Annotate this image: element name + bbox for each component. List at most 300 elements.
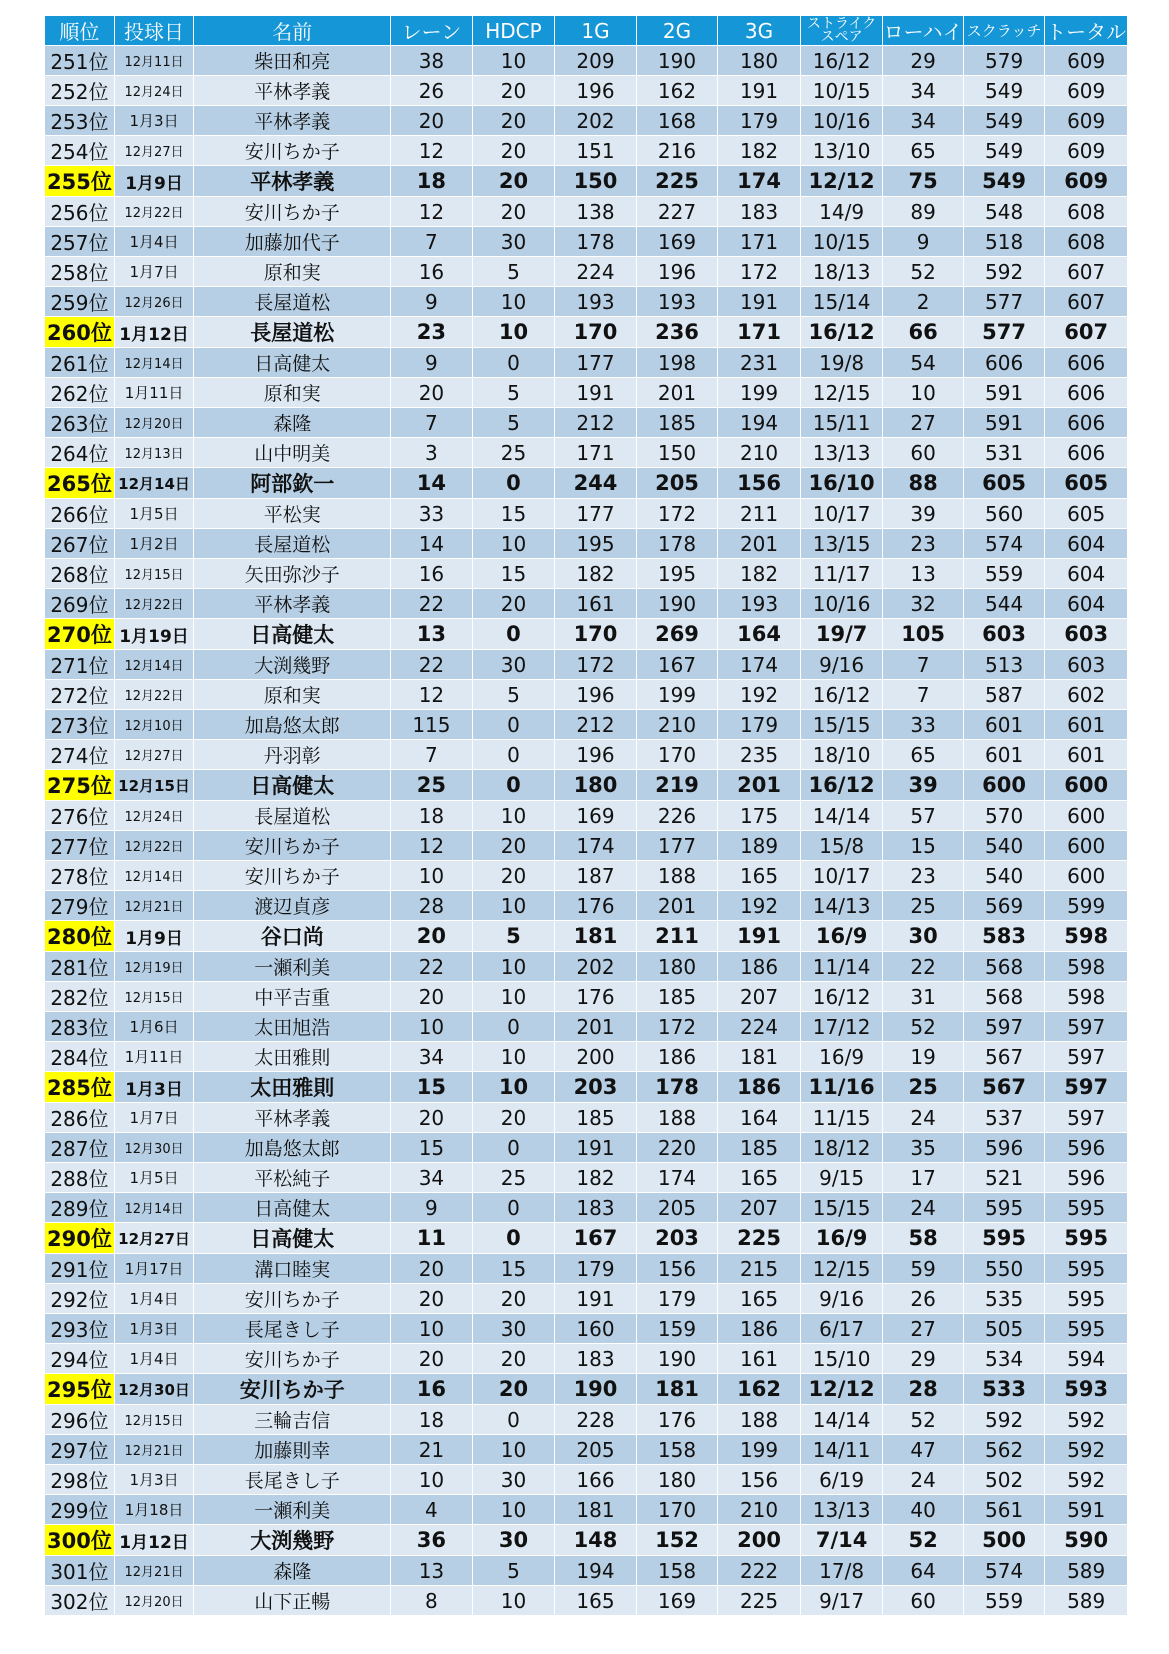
cell-hdcp: 0 bbox=[472, 740, 555, 770]
cell-total: 609 bbox=[1045, 76, 1128, 106]
cell-rank: 290位 bbox=[45, 1223, 115, 1254]
cell-game3: 179 bbox=[718, 710, 801, 740]
cell-date: 12月15日 bbox=[114, 1405, 193, 1435]
cell-game2: 174 bbox=[636, 1163, 718, 1193]
cell-game1: 150 bbox=[555, 166, 637, 197]
cell-total: 601 bbox=[1045, 740, 1128, 770]
cell-strike-spare: 16/9 bbox=[800, 1042, 883, 1072]
cell-name: 日高健太 bbox=[194, 770, 391, 801]
cell-game3: 193 bbox=[718, 589, 801, 619]
cell-game2: 185 bbox=[636, 408, 718, 438]
cell-scratch: 600 bbox=[963, 770, 1045, 801]
cell-date: 1月4日 bbox=[114, 227, 193, 257]
cell-game3: 186 bbox=[718, 952, 801, 982]
cell-hdcp: 10 bbox=[472, 1435, 555, 1465]
cell-game1: 196 bbox=[555, 76, 637, 106]
cell-game1: 151 bbox=[555, 136, 637, 166]
cell-game1: 228 bbox=[555, 1405, 637, 1435]
cell-low-high: 15 bbox=[883, 831, 963, 861]
cell-lane: 20 bbox=[391, 1103, 473, 1133]
cell-lane: 15 bbox=[391, 1133, 473, 1163]
cell-low-high: 52 bbox=[883, 1525, 963, 1556]
cell-scratch: 596 bbox=[963, 1133, 1045, 1163]
cell-low-high: 7 bbox=[883, 650, 963, 680]
cell-date: 12月14日 bbox=[114, 861, 193, 891]
cell-rank: 276位 bbox=[45, 801, 115, 831]
cell-lane: 4 bbox=[391, 1495, 473, 1525]
cell-game2: 220 bbox=[636, 1133, 718, 1163]
cell-scratch: 606 bbox=[963, 348, 1045, 378]
cell-date: 1月3日 bbox=[114, 1314, 193, 1344]
cell-game2: 177 bbox=[636, 831, 718, 861]
table-row bbox=[45, 1435, 1128, 1465]
cell-name: 加藤則幸 bbox=[194, 1435, 391, 1465]
table-row bbox=[45, 227, 1128, 257]
cell-name: 三輪吉信 bbox=[194, 1405, 391, 1435]
cell-game3: 222 bbox=[718, 1556, 801, 1586]
table-row bbox=[45, 378, 1128, 408]
cell-rank: 300位 bbox=[45, 1525, 115, 1556]
cell-game2: 227 bbox=[636, 197, 718, 227]
header-scratch: スクラッチ bbox=[963, 16, 1045, 46]
cell-strike-spare: 11/15 bbox=[800, 1103, 883, 1133]
cell-low-high: 28 bbox=[883, 1374, 963, 1405]
cell-total: 600 bbox=[1045, 861, 1128, 891]
cell-lane: 16 bbox=[391, 559, 473, 589]
cell-low-high: 35 bbox=[883, 1133, 963, 1163]
table-row bbox=[45, 257, 1128, 287]
cell-game2: 201 bbox=[636, 378, 718, 408]
cell-total: 593 bbox=[1045, 1374, 1128, 1405]
cell-total: 600 bbox=[1045, 831, 1128, 861]
cell-date: 12月14日 bbox=[114, 468, 193, 499]
cell-hdcp: 0 bbox=[472, 1133, 555, 1163]
cell-total: 603 bbox=[1045, 619, 1128, 650]
cell-strike-spare: 11/16 bbox=[800, 1072, 883, 1103]
cell-rank: 251位 bbox=[45, 46, 115, 76]
cell-total: 605 bbox=[1045, 499, 1128, 529]
cell-rank: 291位 bbox=[45, 1254, 115, 1284]
table-row bbox=[45, 1556, 1128, 1586]
cell-hdcp: 5 bbox=[472, 1556, 555, 1586]
cell-name: 柴田和亮 bbox=[194, 46, 391, 76]
cell-game3: 183 bbox=[718, 197, 801, 227]
cell-low-high: 39 bbox=[883, 499, 963, 529]
cell-total: 602 bbox=[1045, 680, 1128, 710]
cell-lane: 22 bbox=[391, 650, 473, 680]
cell-rank: 253位 bbox=[45, 106, 115, 136]
cell-date: 12月19日 bbox=[114, 952, 193, 982]
cell-hdcp: 0 bbox=[472, 619, 555, 650]
cell-game1: 161 bbox=[555, 589, 637, 619]
cell-date: 1月3日 bbox=[114, 1072, 193, 1103]
cell-date: 12月24日 bbox=[114, 76, 193, 106]
cell-scratch: 597 bbox=[963, 1012, 1045, 1042]
cell-hdcp: 0 bbox=[472, 1193, 555, 1223]
cell-name: 日高健太 bbox=[194, 1223, 391, 1254]
cell-game2: 190 bbox=[636, 1344, 718, 1374]
cell-strike-spare: 15/14 bbox=[800, 287, 883, 317]
cell-game1: 167 bbox=[555, 1223, 637, 1254]
cell-hdcp: 10 bbox=[472, 982, 555, 1012]
cell-game1: 176 bbox=[555, 891, 637, 921]
cell-game1: 160 bbox=[555, 1314, 637, 1344]
cell-strike-spare: 16/9 bbox=[800, 1223, 883, 1254]
cell-game1: 244 bbox=[555, 468, 637, 499]
cell-game1: 209 bbox=[555, 46, 637, 76]
cell-total: 597 bbox=[1045, 1042, 1128, 1072]
cell-strike-spare: 16/12 bbox=[800, 46, 883, 76]
cell-rank: 298位 bbox=[45, 1465, 115, 1495]
cell-lane: 23 bbox=[391, 317, 473, 348]
cell-scratch: 544 bbox=[963, 589, 1045, 619]
cell-lane: 13 bbox=[391, 1556, 473, 1586]
cell-game3: 224 bbox=[718, 1012, 801, 1042]
table-row bbox=[45, 1163, 1128, 1193]
cell-game2: 150 bbox=[636, 438, 718, 468]
cell-rank: 252位 bbox=[45, 76, 115, 106]
cell-rank: 277位 bbox=[45, 831, 115, 861]
cell-date: 12月21日 bbox=[114, 1435, 193, 1465]
table-row bbox=[45, 106, 1128, 136]
cell-strike-spare: 16/12 bbox=[800, 317, 883, 348]
cell-scratch: 540 bbox=[963, 861, 1045, 891]
cell-game3: 200 bbox=[718, 1525, 801, 1556]
cell-game2: 188 bbox=[636, 861, 718, 891]
cell-total: 605 bbox=[1045, 468, 1128, 499]
cell-game3: 215 bbox=[718, 1254, 801, 1284]
cell-scratch: 601 bbox=[963, 710, 1045, 740]
cell-total: 596 bbox=[1045, 1163, 1128, 1193]
cell-lane: 20 bbox=[391, 921, 473, 952]
cell-scratch: 595 bbox=[963, 1193, 1045, 1223]
cell-game1: 196 bbox=[555, 680, 637, 710]
cell-total: 604 bbox=[1045, 559, 1128, 589]
cell-hdcp: 10 bbox=[472, 1072, 555, 1103]
cell-rank: 268位 bbox=[45, 559, 115, 589]
cell-hdcp: 10 bbox=[472, 1495, 555, 1525]
cell-total: 596 bbox=[1045, 1133, 1128, 1163]
cell-game2: 178 bbox=[636, 529, 718, 559]
cell-game3: 189 bbox=[718, 831, 801, 861]
cell-rank: 260位 bbox=[45, 317, 115, 348]
header-lane: レーン bbox=[391, 16, 473, 46]
cell-lane: 22 bbox=[391, 952, 473, 982]
cell-lane: 20 bbox=[391, 106, 473, 136]
cell-game2: 170 bbox=[636, 740, 718, 770]
cell-game1: 172 bbox=[555, 650, 637, 680]
cell-game3: 174 bbox=[718, 166, 801, 197]
cell-date: 12月10日 bbox=[114, 710, 193, 740]
cell-name: 安川ちか子 bbox=[194, 1344, 391, 1374]
cell-lane: 21 bbox=[391, 1435, 473, 1465]
cell-rank: 297位 bbox=[45, 1435, 115, 1465]
cell-date: 12月15日 bbox=[114, 982, 193, 1012]
cell-date: 12月30日 bbox=[114, 1374, 193, 1405]
cell-rank: 289位 bbox=[45, 1193, 115, 1223]
cell-game2: 198 bbox=[636, 348, 718, 378]
cell-game2: 180 bbox=[636, 1465, 718, 1495]
cell-date: 12月14日 bbox=[114, 650, 193, 680]
cell-scratch: 592 bbox=[963, 257, 1045, 287]
cell-game2: 203 bbox=[636, 1223, 718, 1254]
cell-game2: 226 bbox=[636, 801, 718, 831]
cell-total: 598 bbox=[1045, 952, 1128, 982]
cell-scratch: 535 bbox=[963, 1284, 1045, 1314]
cell-total: 609 bbox=[1045, 136, 1128, 166]
cell-hdcp: 5 bbox=[472, 921, 555, 952]
cell-total: 589 bbox=[1045, 1586, 1128, 1616]
cell-lane: 18 bbox=[391, 1405, 473, 1435]
cell-total: 606 bbox=[1045, 378, 1128, 408]
cell-strike-spare: 9/15 bbox=[800, 1163, 883, 1193]
cell-total: 595 bbox=[1045, 1193, 1128, 1223]
cell-rank: 263位 bbox=[45, 408, 115, 438]
cell-game1: 177 bbox=[555, 348, 637, 378]
cell-low-high: 105 bbox=[883, 619, 963, 650]
cell-strike-spare: 14/14 bbox=[800, 1405, 883, 1435]
cell-game1: 202 bbox=[555, 106, 637, 136]
cell-scratch: 595 bbox=[963, 1223, 1045, 1254]
cell-game1: 179 bbox=[555, 1254, 637, 1284]
table-row bbox=[45, 1133, 1128, 1163]
cell-strike-spare: 14/14 bbox=[800, 801, 883, 831]
cell-total: 595 bbox=[1045, 1254, 1128, 1284]
cell-scratch: 548 bbox=[963, 197, 1045, 227]
header-hdcp: HDCP bbox=[472, 16, 555, 46]
cell-hdcp: 10 bbox=[472, 952, 555, 982]
cell-total: 597 bbox=[1045, 1103, 1128, 1133]
cell-hdcp: 5 bbox=[472, 257, 555, 287]
cell-game2: 172 bbox=[636, 499, 718, 529]
cell-hdcp: 10 bbox=[472, 287, 555, 317]
cell-game1: 181 bbox=[555, 921, 637, 952]
table-row bbox=[45, 46, 1128, 76]
cell-rank: 293位 bbox=[45, 1314, 115, 1344]
cell-date: 1月6日 bbox=[114, 1012, 193, 1042]
table-row bbox=[45, 1465, 1128, 1495]
cell-game1: 174 bbox=[555, 831, 637, 861]
cell-date: 12月22日 bbox=[114, 197, 193, 227]
cell-scratch: 583 bbox=[963, 921, 1045, 952]
cell-name: 平林孝義 bbox=[194, 1103, 391, 1133]
cell-lane: 33 bbox=[391, 499, 473, 529]
cell-scratch: 560 bbox=[963, 499, 1045, 529]
cell-game3: 165 bbox=[718, 861, 801, 891]
cell-scratch: 605 bbox=[963, 468, 1045, 499]
cell-lane: 3 bbox=[391, 438, 473, 468]
cell-date: 12月13日 bbox=[114, 438, 193, 468]
cell-hdcp: 20 bbox=[472, 1284, 555, 1314]
table-row bbox=[45, 1254, 1128, 1284]
cell-strike-spare: 12/15 bbox=[800, 1254, 883, 1284]
cell-hdcp: 5 bbox=[472, 408, 555, 438]
cell-name: 日高健太 bbox=[194, 348, 391, 378]
cell-scratch: 577 bbox=[963, 287, 1045, 317]
cell-strike-spare: 14/9 bbox=[800, 197, 883, 227]
cell-low-high: 26 bbox=[883, 1284, 963, 1314]
cell-rank: 257位 bbox=[45, 227, 115, 257]
cell-game3: 211 bbox=[718, 499, 801, 529]
cell-game1: 166 bbox=[555, 1465, 637, 1495]
cell-scratch: 537 bbox=[963, 1103, 1045, 1133]
cell-total: 607 bbox=[1045, 317, 1128, 348]
cell-lane: 38 bbox=[391, 46, 473, 76]
cell-lane: 10 bbox=[391, 1314, 473, 1344]
cell-game2: 158 bbox=[636, 1435, 718, 1465]
cell-game2: 159 bbox=[636, 1314, 718, 1344]
cell-game1: 177 bbox=[555, 499, 637, 529]
table-row bbox=[45, 921, 1128, 952]
table-row bbox=[45, 1223, 1128, 1254]
table-row bbox=[45, 166, 1128, 197]
cell-game1: 200 bbox=[555, 1042, 637, 1072]
cell-low-high: 24 bbox=[883, 1193, 963, 1223]
cell-strike-spare: 10/16 bbox=[800, 589, 883, 619]
ranking-table bbox=[44, 15, 1128, 1616]
cell-hdcp: 0 bbox=[472, 468, 555, 499]
header-rank: 順位 bbox=[45, 16, 115, 46]
cell-game3: 179 bbox=[718, 106, 801, 136]
cell-lane: 12 bbox=[391, 197, 473, 227]
cell-scratch: 567 bbox=[963, 1042, 1045, 1072]
cell-game3: 186 bbox=[718, 1314, 801, 1344]
cell-total: 604 bbox=[1045, 529, 1128, 559]
cell-game3: 231 bbox=[718, 348, 801, 378]
cell-hdcp: 10 bbox=[472, 1586, 555, 1616]
cell-lane: 16 bbox=[391, 1374, 473, 1405]
cell-strike-spare: 10/17 bbox=[800, 861, 883, 891]
cell-total: 592 bbox=[1045, 1465, 1128, 1495]
cell-game1: 138 bbox=[555, 197, 637, 227]
cell-total: 606 bbox=[1045, 408, 1128, 438]
cell-game2: 196 bbox=[636, 257, 718, 287]
cell-scratch: 502 bbox=[963, 1465, 1045, 1495]
cell-hdcp: 20 bbox=[472, 166, 555, 197]
table-row bbox=[45, 589, 1128, 619]
cell-game3: 188 bbox=[718, 1405, 801, 1435]
cell-scratch: 567 bbox=[963, 1072, 1045, 1103]
cell-game3: 171 bbox=[718, 227, 801, 257]
cell-strike-spare: 6/17 bbox=[800, 1314, 883, 1344]
cell-game3: 174 bbox=[718, 650, 801, 680]
cell-date: 12月21日 bbox=[114, 891, 193, 921]
cell-hdcp: 30 bbox=[472, 650, 555, 680]
cell-game3: 191 bbox=[718, 921, 801, 952]
cell-lane: 9 bbox=[391, 348, 473, 378]
cell-scratch: 574 bbox=[963, 1556, 1045, 1586]
cell-rank: 292位 bbox=[45, 1284, 115, 1314]
cell-scratch: 591 bbox=[963, 378, 1045, 408]
cell-low-high: 59 bbox=[883, 1254, 963, 1284]
cell-game3: 171 bbox=[718, 317, 801, 348]
cell-date: 12月15日 bbox=[114, 770, 193, 801]
cell-game3: 192 bbox=[718, 680, 801, 710]
table-row bbox=[45, 1314, 1128, 1344]
cell-name: 太田旭浩 bbox=[194, 1012, 391, 1042]
cell-strike-spare: 6/19 bbox=[800, 1465, 883, 1495]
cell-date: 12月22日 bbox=[114, 831, 193, 861]
table-row bbox=[45, 1103, 1128, 1133]
cell-hdcp: 20 bbox=[472, 831, 555, 861]
cell-game1: 171 bbox=[555, 438, 637, 468]
cell-total: 595 bbox=[1045, 1223, 1128, 1254]
cell-hdcp: 25 bbox=[472, 1163, 555, 1193]
cell-scratch: 534 bbox=[963, 1344, 1045, 1374]
cell-low-high: 17 bbox=[883, 1163, 963, 1193]
cell-name: 日高健太 bbox=[194, 619, 391, 650]
cell-game3: 164 bbox=[718, 1103, 801, 1133]
cell-strike-spare: 13/13 bbox=[800, 438, 883, 468]
header-strike-spare: ストライク スペア bbox=[800, 16, 883, 46]
cell-date: 1月7日 bbox=[114, 257, 193, 287]
cell-lane: 12 bbox=[391, 831, 473, 861]
cell-date: 12月30日 bbox=[114, 1133, 193, 1163]
cell-strike-spare: 10/16 bbox=[800, 106, 883, 136]
cell-scratch: 518 bbox=[963, 227, 1045, 257]
cell-lane: 115 bbox=[391, 710, 473, 740]
cell-strike-spare: 9/16 bbox=[800, 1284, 883, 1314]
cell-rank: 283位 bbox=[45, 1012, 115, 1042]
cell-game3: 180 bbox=[718, 46, 801, 76]
cell-game2: 162 bbox=[636, 76, 718, 106]
cell-low-high: 27 bbox=[883, 1314, 963, 1344]
table-row bbox=[45, 1344, 1128, 1374]
cell-date: 12月20日 bbox=[114, 408, 193, 438]
table-header bbox=[45, 16, 1128, 46]
cell-strike-spare: 12/15 bbox=[800, 378, 883, 408]
cell-lane: 9 bbox=[391, 287, 473, 317]
cell-rank: 255位 bbox=[45, 166, 115, 197]
cell-game2: 201 bbox=[636, 891, 718, 921]
cell-date: 1月11日 bbox=[114, 1042, 193, 1072]
cell-date: 1月4日 bbox=[114, 1344, 193, 1374]
cell-name: 太田雅則 bbox=[194, 1042, 391, 1072]
cell-game2: 168 bbox=[636, 106, 718, 136]
cell-name: 安川ちか子 bbox=[194, 136, 391, 166]
cell-game2: 176 bbox=[636, 1405, 718, 1435]
table-row bbox=[45, 831, 1128, 861]
cell-name: 溝口睦実 bbox=[194, 1254, 391, 1284]
cell-lane: 9 bbox=[391, 1193, 473, 1223]
cell-name: 平林孝義 bbox=[194, 106, 391, 136]
cell-low-high: 23 bbox=[883, 861, 963, 891]
cell-game3: 207 bbox=[718, 982, 801, 1012]
cell-lane: 10 bbox=[391, 861, 473, 891]
cell-rank: 261位 bbox=[45, 348, 115, 378]
cell-name: 渡辺貞彦 bbox=[194, 891, 391, 921]
table-row bbox=[45, 529, 1128, 559]
cell-rank: 265位 bbox=[45, 468, 115, 499]
cell-low-high: 13 bbox=[883, 559, 963, 589]
cell-low-high: 47 bbox=[883, 1435, 963, 1465]
header-game2: 2G bbox=[636, 16, 718, 46]
cell-rank: 296位 bbox=[45, 1405, 115, 1435]
cell-date: 12月22日 bbox=[114, 680, 193, 710]
cell-game3: 182 bbox=[718, 136, 801, 166]
cell-game2: 169 bbox=[636, 1586, 718, 1616]
cell-date: 1月12日 bbox=[114, 317, 193, 348]
cell-date: 12月14日 bbox=[114, 1193, 193, 1223]
cell-rank: 294位 bbox=[45, 1344, 115, 1374]
cell-date: 1月3日 bbox=[114, 106, 193, 136]
cell-lane: 20 bbox=[391, 982, 473, 1012]
cell-low-high: 22 bbox=[883, 952, 963, 982]
cell-name: 安川ちか子 bbox=[194, 1284, 391, 1314]
cell-rank: 281位 bbox=[45, 952, 115, 982]
table-row bbox=[45, 1586, 1128, 1616]
cell-game1: 212 bbox=[555, 408, 637, 438]
